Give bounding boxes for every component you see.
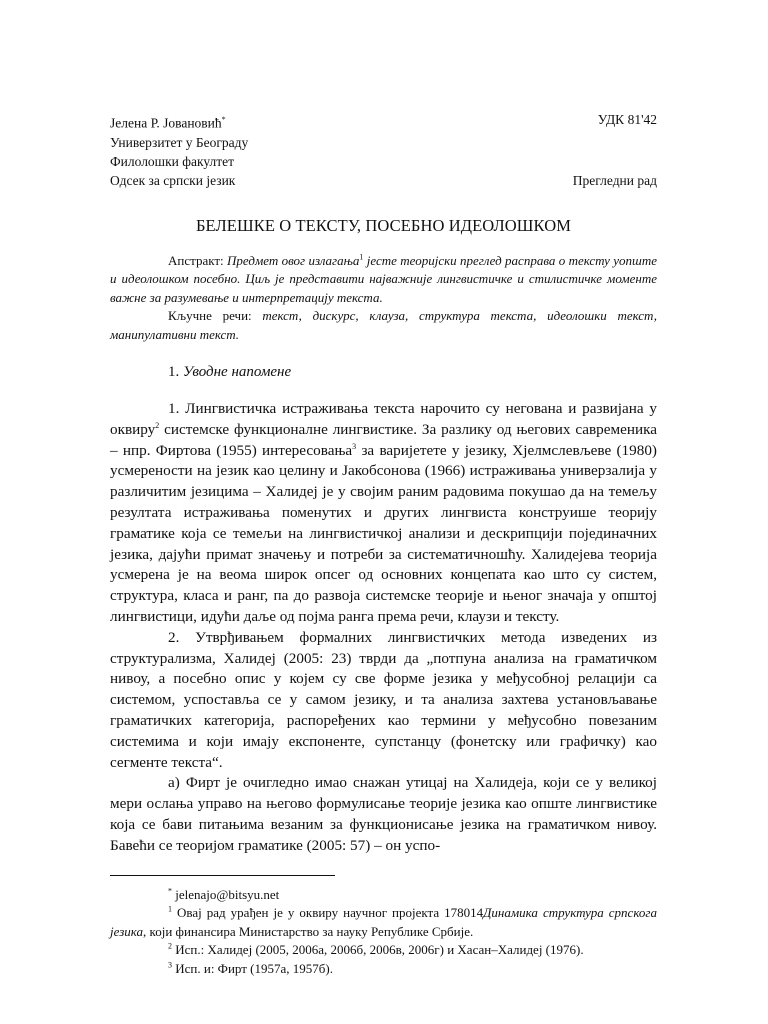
footnote-mark-2: 2 bbox=[155, 420, 160, 430]
project-title: Динамика структура српскога језика bbox=[110, 905, 657, 939]
footnote-author-email: * jelenajo@bitsyu.net bbox=[168, 886, 280, 902]
footnote-1: $^1$ Овај рад урађен је у оквиру научног пројекта 178014Динамика структура српскога језика, који финансира Министарство за науку Републике Србије. bbox=[110, 904, 657, 939]
body-text bbox=[110, 399, 657, 857]
paper-title: БЕЛЕШКЕ О ТЕКСТУ, ПОСЕБНО ИДЕОЛОШКОМ bbox=[195, 215, 571, 235]
footnote-mark-3: 3 bbox=[352, 441, 357, 451]
affiliation-faculty: Филолошки факултет bbox=[110, 153, 235, 169]
section-title: Уводне напомене bbox=[183, 364, 292, 380]
abstract-paragraph bbox=[110, 252, 657, 308]
footnote-2: $^2$ Исп.: Халидеј (2005, 2006а, 2006б, 2006в, 2006г) и Хасан–Халидеј (1976). bbox=[168, 941, 584, 958]
section-heading bbox=[168, 364, 657, 381]
author-name: Јелена Р. Јовановић* bbox=[110, 115, 226, 131]
header-row-2 bbox=[110, 133, 657, 152]
body-paragraph-3: а) Фирт је очигледно имао снажан утицај на Халидеја, који се у великој мери ослања управо на његово формулисање теорије језика као опште лингвистике која се бави питањима везаним за функционисање језика на граматичком нивоу. Бавећи се теоријом граматике (2005: 57) – он успо- bbox=[110, 774, 657, 854]
header-row-4 bbox=[110, 171, 657, 190]
keywords-label: Кључне речи: bbox=[168, 308, 252, 323]
footnote-separator bbox=[110, 875, 335, 876]
paper-page bbox=[110, 110, 657, 978]
keywords-text: текст, дискурс, клауза, структура текста, идеолошки текст, манипулативни текст. bbox=[110, 308, 657, 342]
section-number: 1. bbox=[168, 364, 180, 380]
abstract bbox=[110, 252, 657, 345]
footnote-mark-1: 1 bbox=[359, 252, 364, 262]
article-header bbox=[110, 110, 657, 190]
affiliation-department: Одсек за српски језик bbox=[110, 172, 236, 188]
abstract-text-a: Предмет овог излагања bbox=[227, 252, 360, 268]
keywords-paragraph bbox=[110, 307, 657, 344]
footnotes bbox=[110, 886, 657, 979]
author-footnote-mark: * bbox=[221, 115, 226, 124]
abstract-label: Апстракт: bbox=[168, 252, 224, 268]
body-paragraph-2: 2. Утврђивањем формалних лингвистичких метода изведених из структурализма, Халидеј (2005: 23) тврди да „потпуна анализа на граматичком нивоу, а посебно опис у којем су све форме језика у међусобној релацији са системом, успоставља се у самом језику, и та анализа захтева установљавање граматичких категорија, распоређених као термини у међусобно повезаним системима и који имају експоненте, супстанцу (фонетску или графичку) као сегменте текста“. bbox=[110, 628, 657, 771]
udk-code: УДК 81'42 bbox=[597, 112, 657, 127]
affiliation-university: Универзитет у Београду bbox=[110, 134, 249, 150]
paper-type: Прегледни рад bbox=[572, 172, 657, 188]
abstract-text-b: јесте теоријски преглед расправа о тексту уопште и идеолошком посебно. Циљ је представити најважније лингвистичке и стилистичке моменте важне за разумевање и интерпретацију текста. bbox=[110, 252, 658, 305]
footnote-3: $^3$ Исп. и: Фирт (1957а, 1957б). bbox=[168, 960, 333, 976]
header-row-1 bbox=[110, 110, 657, 133]
header-row-3 bbox=[110, 152, 657, 171]
body-paragraph-1: 1. Лингвистичка истраживања текста нарочито су негована и развијана у оквиру$^2$ системске функционалне лингвистике. За разлику од његових савременика – нпр. Фиртова (1955) интересовања$^3$ за варијетете у језику, Хјелмслевљеве (1980) усмерености на језик као целину и Јакобсонова (1966) истраживања универзалија у различитим језицима – Халидеј је у својим раним радовима покушао да на темељу резултата истраживања поменутих и других лингвиста конструише теорију граматике која се темељи на лингвистичкој анализи и дескрипцији појединачних језика, дајући примат значењу и потреби за систематичношћу. Халидејева теорија усмерена је на веома широк опсег од основних концепата као што су систем, структура, класа и ранг, па до развоја системске теорије и њеног значаја у општој лингвистици, идући даље од појма ранга према речи, клаузи и тексту. bbox=[110, 400, 657, 625]
